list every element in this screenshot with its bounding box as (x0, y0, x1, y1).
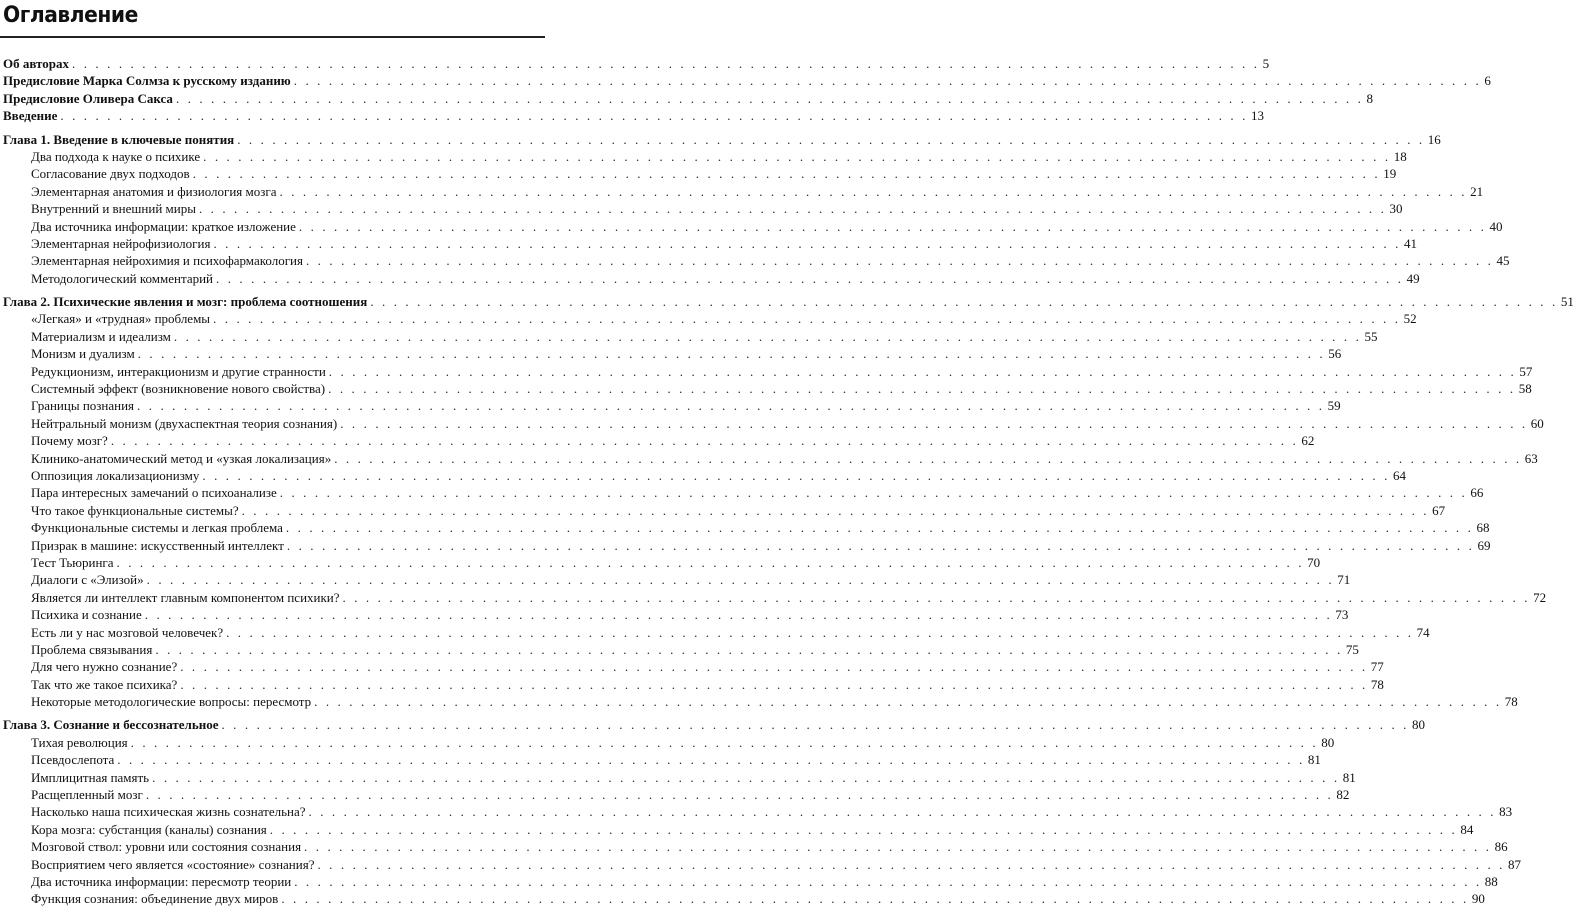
toc-dot-leader: . . . . . . . . . . . . . . . . . . . . . . . . . . . . . . . . . . . . . . . . . . . . . . . . . . . . . . . . . . . . . . . . . . . . . . . . . . . . . . . . . . . . . . . . . . . . . . . . . . . . . . (314, 694, 1502, 710)
toc-entry-page: 80 (1321, 734, 1335, 750)
toc-entry-page: 72 (1533, 589, 1547, 605)
toc-dot-leader: . . . . . . . . . . . . . . . . . . . . . . . . . . . . . . . . . . . . . . . . . . . . . . . . . . . . . . . . . . . . . . . . . . . . . . . . . . . . . . . . . . . . . . . . . . . . . . . . . . . . . . (285, 520, 1474, 536)
toc-entry-title: Призрак в машине: искусственный интеллект (31, 537, 284, 553)
toc-dot-leader: . . . . . . . . . . . . . . . . . . . . . . . . . . . . . . . . . . . . . . . . . . . . . . . . . . . . . . . . . . . . . . . . . . . . . . . . . . . . . . . . . . . . . . . . . . . . . . . . . . . . . . (279, 485, 1468, 501)
toc-entry-title: Имплицитная память (31, 769, 150, 785)
toc-dot-leader: . . . . . . . . . . . . . . . . . . . . . . . . . . . . . . . . . . . . . . . . . . . . . . . . . . . . . . . . . . . . . . . . . . . . . . . . . . . . . . . . . . . . . . . . . . . . . . . . . . . . . . (342, 589, 1531, 605)
toc-entry[interactable] (0, 890, 1485, 907)
toc-entry-title: Тест Тьюринга (31, 554, 114, 570)
toc-entry[interactable] (0, 345, 1342, 362)
toc-entry[interactable] (0, 165, 1397, 182)
toc-dot-leader: . . . . . . . . . . . . . . . . . . . . . . . . . . . . . . . . . . . . . . . . . . . . . . . . . . . . . . . . . . . . . . . . . . . . . . . . . . . . . . . . . . . . . . . . . . . . . . . . . . . . . . (60, 108, 1248, 124)
toc-dot-leader: . . . . . . . . . . . . . . . . . . . . . . . . . . . . . . . . . . . . . . . . . . . . . . . . . . . . . . . . . . . . . . . . . . . . . . . . . . . . . . . . . . . . . . . . . . . . . . . . . . . . . . (237, 131, 1425, 147)
toc-entry-page: 84 (1460, 821, 1474, 837)
toc-entry-page: 16 (1427, 131, 1441, 147)
toc-entry-title: Функциональные системы и легкая проблема (31, 520, 283, 536)
toc-dot-leader: . . . . . . . . . . . . . . . . . . . . . . . . . . . . . . . . . . . . . . . . . . . . . . . . . . . . . . . . . . . . . . . . . . . . . . . . . . . . . . . . . . . . . . . . . . . . . . . . . . . . . . (370, 294, 1558, 310)
toc-entry[interactable] (0, 624, 1430, 641)
toc-entry-title: Расщепленный мозг (31, 787, 143, 803)
toc-dot-leader: . . . . . . . . . . . . . . . . . . . . . . . . . . . . . . . . . . . . . . . . . . . . . . . . . . . . . . . . . . . . . . . . . . . . . . . . . . . . . . . . . . . . . . . . . . . . . . . . . . . . . . (198, 201, 1387, 217)
toc-entry[interactable] (0, 450, 1538, 467)
toc-entry-page: 57 (1519, 363, 1533, 379)
toc-dot-leader: . . . . . . . . . . . . . . . . . . . . . . . . . . . . . . . . . . . . . . . . . . . . . . . . . . . . . . . . . . . . . . . . . . . . . . . . . . . . . . . . . . . . . . . . . . . . . . . . . . . . . . (317, 856, 1506, 872)
toc-entry[interactable] (0, 484, 1484, 501)
toc-dot-leader: . . . . . . . . . . . . . . . . . . . . . . . . . . . . . . . . . . . . . . . . . . . . . . . . . . . . . . . . . . . . . . . . . . . . . . . . . . . . . . . . . . . . . . . . . . . . . . . . . . . . . . (152, 769, 1340, 785)
toc-entry[interactable] (0, 55, 1270, 72)
toc-entry-page: 87 (1508, 856, 1522, 872)
toc-entry-title: Мозговой ствол: уровни или состояния сознания (31, 839, 302, 855)
toc-entry-title: Редукционизм, интеракционизм и другие странности (31, 363, 326, 379)
toc-dot-leader: . . . . . . . . . . . . . . . . . . . . . . . . . . . . . . . . . . . . . . . . . . . . . . . . . . . . . . . . . . . . . . . . . . . . . . . . . . . . . . . . . . . . . . . . . . . . . . . . . . . . . . (213, 311, 1401, 327)
toc-entry-title: Глава 1. Введение в ключевые понятия (3, 131, 235, 147)
toc-entry-title: Некоторые методологические вопросы: пересмотр (31, 694, 312, 710)
toc-dot-leader: . . . . . . . . . . . . . . . . . . . . . . . . . . . . . . . . . . . . . . . . . . . . . . . . . . . . . . . . . . . . . . . . . . . . . . . . . . . . . . . . . . . . . . . . . . . . . . . . . . . . . . (130, 734, 1319, 750)
toc-entry[interactable] (0, 328, 1378, 345)
toc-entry-title: Что такое функциональные системы? (31, 502, 239, 518)
toc-dot-leader: . . . . . . . . . . . . . . . . . . . . . . . . . . . . . . . . . . . . . . . . . . . . . . . . . . . . . . . . . . . . . . . . . . . . . . . . . . . . . . . . . . . . . . . . . . . . . . . . . . . . . . (305, 253, 1494, 269)
toc-entry-title: Монизм и дуализм (31, 346, 135, 362)
toc-dot-leader: . . . . . . . . . . . . . . . . . . . . . . . . . . . . . . . . . . . . . . . . . . . . . . . . . . . . . . . . . . . . . . . . . . . . . . . . . . . . . . . . . . . . . . . . . . . . . . . . . . . . . . (145, 787, 1334, 803)
toc-entry-title: Насколько наша психическая жизнь сознательна? (31, 804, 306, 820)
toc-entry-page: 80 (1412, 717, 1426, 733)
toc-entry[interactable] (0, 200, 1403, 217)
toc-dot-leader: . . . . . . . . . . . . . . . . . . . . . . . . . . . . . . . . . . . . . . . . . . . . . . . . . . . . . . . . . . . . . . . . . . . . . . . . . . . . . . . . . . . . . . . . . . . . . . . . . . . . . . (72, 56, 1260, 71)
toc-entry-page: 13 (1250, 108, 1264, 124)
toc-entry-title: Почему мозг? (31, 433, 108, 449)
toc-entry-page: 49 (1406, 270, 1420, 286)
toc-entry[interactable] (0, 502, 1446, 519)
toc-entry[interactable] (0, 537, 1491, 554)
toc-dot-leader: . . . . . . . . . . . . . . . . . . . . . . . . . . . . . . . . . . . . . . . . . . . . . . . . . . . . . . . . . . . . . . . . . . . . . . . . . . . . . . . . . . . . . . . . . . . . . . . . . . . . . . (294, 873, 1482, 889)
toc-dot-leader: . . . . . . . . . . . . . . . . . . . . . . . . . . . . . . . . . . . . . . . . . . . . . . . . . . . . . . . . . . . . . . . . . . . . . . . . . . . . . . . . . . . . . . . . . . . . . . . . . . . . . . (173, 328, 1362, 344)
toc-entry-title: Системный эффект (возникновение нового свойства) (31, 381, 326, 397)
toc-dot-leader: . . . . . . . . . . . . . . . . . . . . . . . . . . . . . . . . . . . . . . . . . . . . . . . . . . . . . . . . . . . . . . . . . . . . . . . . . . . . . . . . . . . . . . . . . . . . . . . . . . . . . . (192, 166, 1381, 182)
toc-entry[interactable] (0, 235, 1417, 252)
toc-entry[interactable] (0, 751, 1321, 768)
toc-entry[interactable] (0, 90, 1373, 107)
toc-entry-page: 41 (1404, 235, 1417, 251)
toc-entry-page: 56 (1328, 346, 1342, 362)
toc-entry-page: 75 (1345, 641, 1359, 657)
toc-entry-title: Клинико-анатомический метод и «узкая локализация» (31, 450, 332, 466)
toc-entry[interactable] (0, 310, 1417, 327)
toc-entry-title: Нейтральный монизм (двухаспектная теория сознания) (31, 415, 338, 431)
toc-entry[interactable] (0, 658, 1384, 675)
toc-entry-title: Два подхода к науке о психике (31, 148, 201, 164)
toc-dot-leader: . . . . . . . . . . . . . . . . . . . . . . . . . . . . . . . . . . . . . . . . . . . . . . . . . . . . . . . . . . . . . . . . . . . . . . . . . . . . . . . . . . . . . . . . . . . . . . . . . . . . . . (304, 839, 1492, 855)
toc-dot-leader: . . . . . . . . . . . . . . . . . . . . . . . . . . . . . . . . . . . . . . . . . . . . . . . . . . . . . . . . . . . . . . . . . . . . . . . . . . . . . . . . . . . . . . . . . . . . . . . . . . . . . . (241, 502, 1430, 518)
toc-entry-title: Границы познания (31, 398, 135, 414)
toc-entry-title: Введение (3, 108, 58, 124)
toc-entry[interactable] (0, 716, 1426, 733)
toc-entry-page: 86 (1494, 839, 1508, 855)
toc-entry[interactable] (0, 252, 1510, 269)
page-title: Оглавление (3, 3, 138, 28)
toc-entry-page: 6 (1484, 73, 1491, 89)
toc-entry[interactable] (0, 293, 1574, 310)
toc-entry-title: Предисловие Оливера Сакса (3, 90, 173, 106)
toc-entry-page: 73 (1335, 607, 1349, 623)
toc-entry[interactable] (0, 803, 1513, 820)
toc-entry-page: 67 (1432, 502, 1446, 518)
toc-entry[interactable] (0, 838, 1508, 855)
toc-dot-leader: . . . . . . . . . . . . . . . . . . . . . . . . . . . . . . . . . . . . . . . . . . . . . . . . . . . . . . . . . . . . . . . . . . . . . . . . . . . . . . . . . . . . . . . . . . . . . . . . . . . . . . (116, 554, 1305, 570)
toc-entry-title: Является ли интеллект главным компонентом психики? (31, 589, 340, 605)
toc-entry-page: 18 (1393, 148, 1407, 164)
toc-entry-title: Пара интересных замечаний о психоанализе (31, 485, 277, 501)
toc-entry-page: 78 (1504, 694, 1518, 710)
toc-dot-leader: . . . . . . . . . . . . . . . . . . . . . . . . . . . . . . . . . . . . . . . . . . . . . . . . . . . . . . . . . . . . . . . . . . . . . . . . . . . . . . . . . . . . . . . . . . . . . . . . . . . . . . (226, 624, 1414, 640)
toc-entry[interactable] (0, 467, 1406, 484)
toc-entry[interactable] (0, 734, 1335, 751)
toc-entry-page: 19 (1383, 166, 1397, 182)
toc-entry-page: 69 (1477, 537, 1491, 553)
toc-entry-title: Есть ли у нас мозговой человечек? (31, 624, 224, 640)
toc-entry-page: 45 (1496, 253, 1510, 269)
toc-entry-title: Кора мозга: субстанция (каналы) сознания (31, 821, 267, 837)
toc-entry-page: 58 (1518, 381, 1532, 397)
toc-entry-page: 62 (1301, 433, 1315, 449)
toc-entry-page: 40 (1489, 218, 1503, 234)
toc-entry-title: Глава 3. Сознание и бессознательное (3, 717, 219, 733)
toc-entry-title: Предисловие Марка Солмза к русскому изданию (3, 73, 291, 89)
toc-entry-page: 55 (1364, 328, 1378, 344)
toc-entry[interactable] (0, 571, 1351, 588)
toc-dot-leader: . . . . . . . . . . . . . . . . . . . . . . . . . . . . . . . . . . . . . . . . . . . . . . . . . . . . . . . . . . . . . . . . . . . . . . . . . . . . . . . . . . . . . . . . . . . . . . . . . . . . . . (180, 659, 1368, 675)
toc-entry[interactable] (0, 676, 1384, 693)
toc-entry-page: 21 (1470, 183, 1484, 199)
toc-entry-title: Псевдослепота (31, 752, 115, 768)
toc-entry[interactable] (0, 606, 1349, 623)
toc-entry[interactable] (0, 131, 1441, 148)
toc-entry-title: Два источника информации: краткое изложение (31, 218, 296, 234)
toc-entry[interactable] (0, 415, 1544, 432)
toc-dot-leader: . . . . . . . . . . . . . . . . . . . . . . . . . . . . . . . . . . . . . . . . . . . . . . . . . . . . . . . . . . . . . . . . . . . . . . . . . . . . . . . . . . . . . . . . . . . . . . . . . . . . . . (213, 235, 1401, 251)
toc-entry-title: Элементарная нейрохимия и психофармакология (31, 253, 303, 269)
toc-dot-leader: . . . . . . . . . . . . . . . . . . . . . . . . . . . . . . . . . . . . . . . . . . . . . . . . . . . . . . . . . . . . . . . . . . . . . . . . . . . . . . . . . . . . . . . . . . . . . . . . . . . . . . (334, 450, 1522, 466)
toc-entry-page: 68 (1476, 520, 1490, 536)
toc-dot-leader: . . . . . . . . . . . . . . . . . . . . . . . . . . . . . . . . . . . . . . . . . . . . . . . . . . . . . . . . . . . . . . . . . . . . . . . . . . . . . . . . . . . . . . . . . . . . . . . . . . . . . . (340, 415, 1528, 431)
toc-entry-page: 51 (1560, 294, 1574, 310)
toc-entry-title: Проблема связывания (31, 641, 153, 657)
toc-dot-leader: . . . . . . . . . . . . . . . . . . . . . . . . . . . . . . . . . . . . . . . . . . . . . . . . . . . . . . . . . . . . . . . . . . . . . . . . . . . . . . . . . . . . . . . . . . . . . . . . . . . . . . (144, 607, 1333, 623)
toc-entry[interactable] (0, 380, 1532, 397)
toc-entry-title: Психика и сознание (31, 607, 142, 623)
toc-dot-leader: . . . . . . . . . . . . . . . . . . . . . . . . . . . . . . . . . . . . . . . . . . . . . . . . . . . . . . . . . . . . . . . . . . . . . . . . . . . . . . . . . . . . . . . . . . . . . . . . . . . . . . (110, 433, 1299, 449)
toc-entry-page: 78 (1370, 676, 1384, 692)
toc-entry[interactable] (0, 873, 1498, 890)
toc-entry-title: Согласование двух подходов (31, 166, 190, 182)
toc-entry-title: «Легкая» и «трудная» проблемы (31, 311, 211, 327)
toc-dot-leader: . . . . . . . . . . . . . . . . . . . . . . . . . . . . . . . . . . . . . . . . . . . . . . . . . . . . . . . . . . . . . . . . . . . . . . . . . . . . . . . . . . . . . . . . . . . . . . . . . . . . . . (221, 717, 1410, 733)
toc-entry[interactable] (0, 856, 1522, 873)
toc-entry-page: 74 (1416, 624, 1430, 640)
toc-dot-leader: . . . . . . . . . . . . . . . . . . . . . . . . . . . . . . . . . . . . . . . . . . . . . . . . . . . . . . . . . . . . . . . . . . . . . . . . . . . . . . . . . . . . . . . . . . . . . . . . . . . . . . (216, 270, 1404, 286)
toc-entry[interactable] (0, 589, 1547, 606)
toc-dot-leader: . . . . . . . . . . . . . . . . . . . . . . . . . . . . . . . . . . . . . . . . . . . . . . . . . . . . . . . . . . . . . . . . . . . . . . . . . . . . . . . . . . . . . . . . . . . . . . . . . . . . . . (146, 572, 1335, 588)
toc-entry-title: Функция сознания: объединение двух миров (31, 891, 279, 907)
toc-entry[interactable] (0, 641, 1359, 658)
toc-entry-page: 77 (1370, 659, 1384, 675)
toc-entry-page: 81 (1342, 769, 1356, 785)
toc-dot-leader: . . . . . . . . . . . . . . . . . . . . . . . . . . . . . . . . . . . . . . . . . . . . . . . . . . . . . . . . . . . . . . . . . . . . . . . . . . . . . . . . . . . . . . . . . . . . . . . . . . . . . . (155, 641, 1343, 657)
toc-entry-page: 81 (1307, 752, 1321, 768)
toc-entry-page: 63 (1524, 450, 1538, 466)
toc-dot-leader: . . . . . . . . . . . . . . . . . . . . . . . . . . . . . . . . . . . . . . . . . . . . . . . . . . . . . . . . . . . . . . . . . . . . . . . . . . . . . . . . . . . . . . . . . . . . . . . . . . . . . . (269, 821, 1458, 837)
toc-entry-page: 88 (1484, 873, 1498, 889)
toc-entry-title: Тихая революция (31, 734, 128, 750)
toc-entry-title: Внутренний и внешний миры (31, 201, 196, 217)
toc-entry[interactable] (0, 432, 1315, 449)
toc-entry-page: 83 (1499, 804, 1513, 820)
toc-entry-title: Восприятием чего является «состояние» сознания? (31, 856, 315, 872)
toc-entry-title: Элементарная нейрофизиология (31, 235, 211, 251)
toc-entry[interactable] (0, 397, 1341, 414)
toc-dot-leader: . . . . . . . . . . . . . . . . . . . . . . . . . . . . . . . . . . . . . . . . . . . . . . . . . . . . . . . . . . . . . . . . . . . . . . . . . . . . . . . . . . . . . . . . . . . . . . . . . . . . . . (202, 467, 1390, 483)
toc-entry-title: Материализм и идеализм (31, 328, 171, 344)
toc-dot-leader: . . . . . . . . . . . . . . . . . . . . . . . . . . . . . . . . . . . . . . . . . . . . . . . . . . . . . . . . . . . . . . . . . . . . . . . . . . . . . . . . . . . . . . . . . . . . . . . . . . . . . . (328, 363, 1517, 379)
toc-dot-leader: . . . . . . . . . . . . . . . . . . . . . . . . . . . . . . . . . . . . . . . . . . . . . . . . . . . . . . . . . . . . . . . . . . . . . . . . . . . . . . . . . . . . . . . . . . . . . . . . . . . . . . (298, 218, 1487, 234)
toc-entry[interactable] (0, 693, 1518, 710)
toc-entry[interactable] (0, 72, 1491, 89)
toc-entry-page: 82 (1336, 787, 1350, 803)
toc-entry[interactable] (0, 769, 1356, 786)
toc-entry-title: Диалоги с «Элизой» (31, 572, 144, 588)
toc-dot-leader: . . . . . . . . . . . . . . . . . . . . . . . . . . . . . . . . . . . . . . . . . . . . . . . . . . . . . . . . . . . . . . . . . . . . . . . . . . . . . . . . . . . . . . . . . . . . . . . . . . . . . . (137, 346, 1326, 362)
toc-entry-title: Оппозиция локализационизму (31, 467, 200, 483)
toc-entry-title: Методологический комментарий (31, 270, 214, 286)
toc-entry-title: Глава 2. Психические явления и мозг: проблема соотношения (3, 294, 368, 310)
toc-dot-leader: . . . . . . . . . . . . . . . . . . . . . . . . . . . . . . . . . . . . . . . . . . . . . . . . . . . . . . . . . . . . . . . . . . . . . . . . . . . . . . . . . . . . . . . . . . . . . . . . . . . . . . (137, 398, 1325, 414)
toc-entry[interactable] (0, 519, 1490, 536)
toc-dot-leader: . . . . . . . . . . . . . . . . . . . . . . . . . . . . . . . . . . . . . . . . . . . . . . . . . . . . . . . . . . . . . . . . . . . . . . . . . . . . . . . . . . . . . . . . . . . . . . . . . . . . . . (328, 381, 1516, 397)
toc-dot-leader: . . . . . . . . . . . . . . . . . . . . . . . . . . . . . . . . . . . . . . . . . . . . . . . . . . . . . . . . . . . . . . . . . . . . . . . . . . . . . . . . . . . . . . . . . . . . . . . . . . . . . . (180, 676, 1368, 692)
toc-entry-title: Два источника информации: пересмотр теории (31, 873, 292, 889)
toc-entry-page: 70 (1307, 554, 1321, 570)
toc-dot-leader: . . . . . . . . . . . . . . . . . . . . . . . . . . . . . . . . . . . . . . . . . . . . . . . . . . . . . . . . . . . . . . . . . . . . . . . . . . . . . . . . . . . . . . . . . . . . . . . . . . . . . . (286, 537, 1475, 553)
toc-entry[interactable] (0, 821, 1474, 838)
toc-dot-leader: . . . . . . . . . . . . . . . . . . . . . . . . . . . . . . . . . . . . . . . . . . . . . . . . . . . . . . . . . . . . . . . . . . . . . . . . . . . . . . . . . . . . . . . . . . . . . . . . . . . . . . (281, 891, 1469, 907)
toc-entry-page: 64 (1392, 467, 1406, 483)
toc-dot-leader: . . . . . . . . . . . . . . . . . . . . . . . . . . . . . . . . . . . . . . . . . . . . . . . . . . . . . . . . . . . . . . . . . . . . . . . . . . . . . . . . . . . . . . . . . . . . . . . . . . . . . . (308, 804, 1497, 820)
toc-entry[interactable] (0, 107, 1264, 124)
toc-entry-title: Для чего нужно сознание? (31, 659, 178, 675)
toc-dot-leader: . . . . . . . . . . . . . . . . . . . . . . . . . . . . . . . . . . . . . . . . . . . . . . . . . . . . . . . . . . . . . . . . . . . . . . . . . . . . . . . . . . . . . . . . . . . . . . . . . . . . . . (279, 183, 1468, 199)
toc-entry[interactable] (0, 363, 1533, 380)
toc-entry[interactable] (0, 786, 1350, 803)
toc-entry-page: 8 (1366, 90, 1373, 106)
toc-entry[interactable] (0, 218, 1503, 235)
toc-dot-leader: . . . . . . . . . . . . . . . . . . . . . . . . . . . . . . . . . . . . . . . . . . . . . . . . . . . . . . . . . . . . . . . . . . . . . . . . . . . . . . . . . . . . . . . . . . . . . . . . . . . . . . (175, 90, 1364, 106)
toc-dot-leader: . . . . . . . . . . . . . . . . . . . . . . . . . . . . . . . . . . . . . . . . . . . . . . . . . . . . . . . . . . . . . . . . . . . . . . . . . . . . . . . . . . . . . . . . . . . . . . . . . . . . . . (293, 73, 1482, 89)
toc-entry-page: 90 (1471, 891, 1485, 907)
toc-entry-page: 59 (1327, 398, 1341, 414)
toc-entry[interactable] (0, 148, 1407, 165)
toc-entry[interactable] (0, 270, 1420, 287)
toc-entry-title: Об авторах (3, 56, 70, 71)
toc-entry-page: 5 (1262, 56, 1270, 71)
toc-entry-page: 30 (1389, 201, 1403, 217)
table-of-contents (0, 55, 1574, 908)
toc-dot-leader: . . . . . . . . . . . . . . . . . . . . . . . . . . . . . . . . . . . . . . . . . . . . . . . . . . . . . . . . . . . . . . . . . . . . . . . . . . . . . . . . . . . . . . . . . . . . . . . . . . . . . . (203, 148, 1391, 164)
title-rule (0, 36, 545, 38)
toc-entry-page: 52 (1403, 311, 1417, 327)
toc-entry-title: Так что же такое психика? (31, 676, 178, 692)
toc-entry-title: Элементарная анатомия и физиология мозга (31, 183, 277, 199)
toc-dot-leader: . . . . . . . . . . . . . . . . . . . . . . . . . . . . . . . . . . . . . . . . . . . . . . . . . . . . . . . . . . . . . . . . . . . . . . . . . . . . . . . . . . . . . . . . . . . . . . . . . . . . . . (117, 752, 1305, 768)
toc-entry-page: 66 (1470, 485, 1484, 501)
toc-entry[interactable] (0, 554, 1321, 571)
toc-entry[interactable] (0, 183, 1484, 200)
toc-entry-page: 71 (1337, 572, 1351, 588)
toc-entry-page: 60 (1530, 415, 1544, 431)
